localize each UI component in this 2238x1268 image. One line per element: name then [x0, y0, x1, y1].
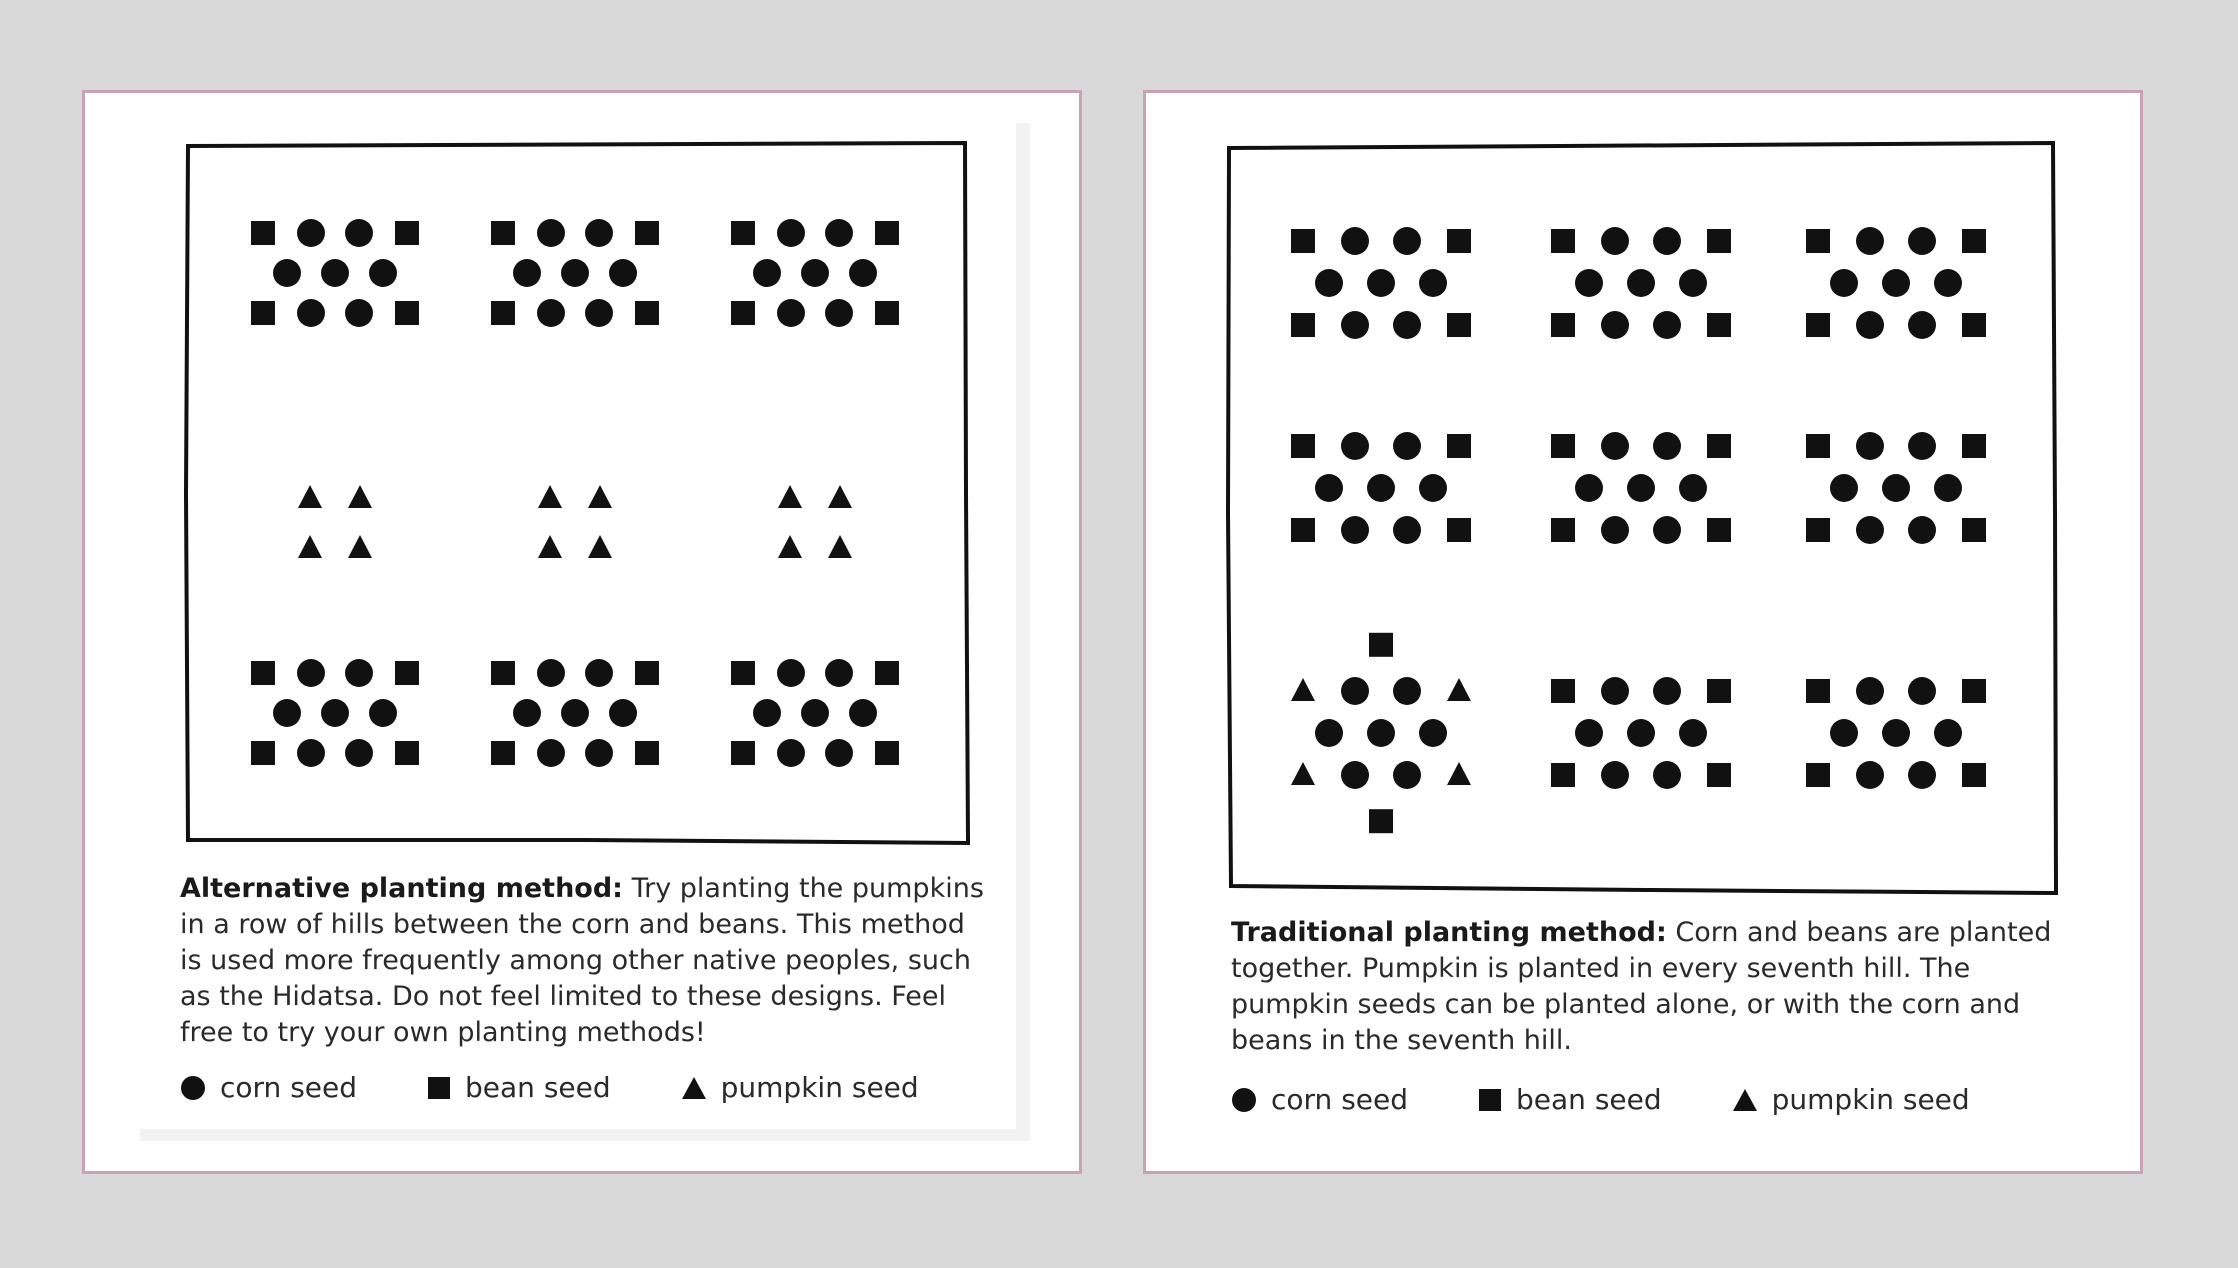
corn-seed — [561, 699, 589, 727]
corn-seed — [585, 299, 613, 327]
corn-seed — [1934, 719, 1962, 747]
corn-seed — [1575, 474, 1603, 502]
corn-seed — [777, 219, 805, 247]
bean-seed — [1707, 679, 1731, 703]
alternative-method-body: Try planting the pumpkins in a row of hills between the corn and beans. This method is used more frequently among other native peoples, such as the Hidatsa. Do not feel limited to these designs. Feel free to try your own planting methods! — [180, 873, 984, 1048]
square-icon — [427, 1076, 451, 1100]
hill-corn-bean — [1806, 227, 1986, 339]
corn-seed — [1367, 719, 1395, 747]
corn-seed — [1856, 761, 1884, 789]
bean-seed — [1291, 434, 1315, 458]
corn-seed — [1908, 677, 1936, 705]
bean-seed — [1806, 763, 1830, 787]
corn-seed — [345, 299, 373, 327]
hill-corn-bean — [731, 659, 899, 767]
pumpkin-seed — [348, 485, 372, 508]
corn-seed — [1315, 269, 1343, 297]
corn-seed — [1856, 677, 1884, 705]
corn-seed — [537, 219, 565, 247]
corn-seed — [801, 699, 829, 727]
bean-seed — [1707, 229, 1731, 253]
corn-seed — [297, 219, 325, 247]
hill-corn-bean — [251, 659, 419, 767]
corn-seed — [1830, 474, 1858, 502]
bean-seed — [251, 221, 275, 245]
legend-bean-label: bean seed — [465, 1071, 611, 1104]
corn-seed — [1393, 311, 1421, 339]
corn-seed — [777, 299, 805, 327]
bean-seed — [251, 741, 275, 765]
corn-seed — [369, 699, 397, 727]
bean-seed — [1707, 313, 1731, 337]
pumpkin-seed — [778, 535, 802, 558]
pumpkin-seed — [1447, 678, 1471, 701]
corn-seed — [1627, 474, 1655, 502]
corn-seed — [1653, 227, 1681, 255]
alternative-method-panel — [82, 90, 1082, 1174]
legend-corn-label: corn seed — [1271, 1083, 1409, 1116]
bean-seed — [1369, 633, 1393, 657]
bean-seed — [491, 221, 515, 245]
hill-corn-bean-pumpkin — [1291, 633, 1471, 833]
bean-seed — [731, 741, 755, 765]
pumpkin-seed — [1291, 762, 1315, 785]
bean-seed — [1806, 518, 1830, 542]
corn-seed — [1830, 269, 1858, 297]
corn-seed — [1601, 516, 1629, 544]
corn-seed — [777, 659, 805, 687]
corn-seed — [609, 699, 637, 727]
bean-seed — [635, 741, 659, 765]
bean-seed — [1806, 313, 1830, 337]
corn-seed — [537, 659, 565, 687]
legend-corn-label: corn seed — [220, 1071, 358, 1104]
corn-seed — [321, 699, 349, 727]
bean-seed — [251, 661, 275, 685]
corn-seed — [825, 219, 853, 247]
hill-corn-bean — [251, 219, 419, 327]
alternative-method-caption — [180, 871, 990, 1051]
circle-icon — [1231, 1087, 1257, 1113]
triangle-icon — [1732, 1088, 1758, 1112]
triangle-icon — [681, 1076, 707, 1100]
corn-seed — [1934, 474, 1962, 502]
bean-seed — [1962, 679, 1986, 703]
bean-seed — [635, 221, 659, 245]
bean-seed — [1962, 763, 1986, 787]
hill-corn-bean — [731, 219, 899, 327]
traditional-method-panel — [1143, 90, 2143, 1174]
corn-seed — [825, 659, 853, 687]
corn-seed — [1882, 719, 1910, 747]
corn-seed — [777, 739, 805, 767]
bean-seed — [251, 301, 275, 325]
legend-corn — [1231, 1083, 1408, 1116]
corn-seed — [1908, 311, 1936, 339]
legend-bean-label: bean seed — [1516, 1083, 1662, 1116]
corn-seed — [1393, 227, 1421, 255]
corn-seed — [1601, 677, 1629, 705]
corn-seed — [1601, 432, 1629, 460]
traditional-method-body: Corn and beans are planted together. Pumpkin is planted in every seventh hill. The pumpkin seeds can be planted alone, or with the corn and beans in the seventh hill. — [1231, 917, 2052, 1056]
corn-seed — [1575, 719, 1603, 747]
bean-seed — [1962, 229, 1986, 253]
bean-seed — [635, 301, 659, 325]
corn-seed — [609, 259, 637, 287]
corn-seed — [1341, 677, 1369, 705]
hill-corn-bean — [491, 219, 659, 327]
corn-seed — [345, 659, 373, 687]
corn-seed — [537, 739, 565, 767]
bean-seed — [1551, 313, 1575, 337]
corn-seed — [1601, 761, 1629, 789]
corn-seed — [1367, 474, 1395, 502]
bean-seed — [1962, 518, 1986, 542]
corn-seed — [585, 659, 613, 687]
corn-seed — [1908, 227, 1936, 255]
corn-seed — [1393, 516, 1421, 544]
plot-border — [186, 143, 968, 843]
pumpkin-seed — [538, 485, 562, 508]
corn-seed — [345, 219, 373, 247]
hill-corn-bean — [1291, 227, 1471, 339]
bean-seed — [1551, 679, 1575, 703]
hill-corn-bean — [1806, 677, 1986, 789]
corn-seed — [1653, 311, 1681, 339]
corn-seed — [1627, 719, 1655, 747]
bean-seed — [1291, 229, 1315, 253]
bean-seed — [491, 741, 515, 765]
traditional-method-caption — [1231, 915, 2061, 1059]
bean-seed — [635, 661, 659, 685]
corn-seed — [1419, 719, 1447, 747]
bean-seed — [875, 301, 899, 325]
pumpkin-seed — [588, 535, 612, 558]
bean-seed — [731, 301, 755, 325]
pumpkin-seed — [828, 485, 852, 508]
bean-seed — [1447, 518, 1471, 542]
bean-seed — [1447, 229, 1471, 253]
pumpkin-seed — [588, 485, 612, 508]
legend-pumpkin — [1732, 1083, 1970, 1116]
bean-seed — [1369, 809, 1393, 833]
corn-seed — [849, 259, 877, 287]
bean-seed — [395, 661, 419, 685]
legend-corn — [180, 1071, 357, 1104]
hill-pumpkin — [778, 485, 852, 558]
corn-seed — [585, 739, 613, 767]
bean-seed — [1707, 763, 1731, 787]
corn-seed — [1341, 227, 1369, 255]
bean-seed — [1551, 229, 1575, 253]
corn-seed — [1856, 432, 1884, 460]
corn-seed — [1315, 719, 1343, 747]
corn-seed — [801, 259, 829, 287]
hill-corn-bean — [1291, 432, 1471, 544]
corn-seed — [297, 739, 325, 767]
corn-seed — [1830, 719, 1858, 747]
pumpkin-seed — [298, 485, 322, 508]
corn-seed — [297, 299, 325, 327]
corn-seed — [537, 299, 565, 327]
corn-seed — [1653, 677, 1681, 705]
corn-seed — [1419, 474, 1447, 502]
corn-seed — [1908, 761, 1936, 789]
corn-seed — [1908, 432, 1936, 460]
bean-seed — [1806, 434, 1830, 458]
hill-pumpkin — [298, 485, 372, 558]
legend-bean — [1478, 1083, 1662, 1116]
square-icon — [1478, 1088, 1502, 1112]
bean-seed — [1291, 518, 1315, 542]
circle-icon — [180, 1075, 206, 1101]
bean-seed — [491, 661, 515, 685]
corn-seed — [1653, 761, 1681, 789]
pumpkin-seed — [348, 535, 372, 558]
alternative-method-title: Alternative planting method: — [180, 873, 623, 904]
corn-seed — [1367, 269, 1395, 297]
corn-seed — [1679, 474, 1707, 502]
corn-seed — [1601, 311, 1629, 339]
corn-seed — [825, 739, 853, 767]
alternative-garden-plot — [185, 143, 985, 863]
pumpkin-seed — [778, 485, 802, 508]
corn-seed — [561, 259, 589, 287]
corn-seed — [1601, 227, 1629, 255]
bean-seed — [1962, 434, 1986, 458]
corn-seed — [1341, 761, 1369, 789]
legend-pumpkin-label: pumpkin seed — [720, 1071, 919, 1104]
corn-seed — [1882, 474, 1910, 502]
bean-seed — [1707, 434, 1731, 458]
corn-seed — [1341, 516, 1369, 544]
bean-seed — [395, 741, 419, 765]
corn-seed — [1934, 269, 1962, 297]
bean-seed — [731, 661, 755, 685]
bean-seed — [1551, 763, 1575, 787]
corn-seed — [1653, 432, 1681, 460]
corn-seed — [1627, 269, 1655, 297]
corn-seed — [1679, 719, 1707, 747]
corn-seed — [1856, 311, 1884, 339]
corn-seed — [825, 299, 853, 327]
corn-seed — [1393, 761, 1421, 789]
corn-seed — [1341, 432, 1369, 460]
corn-seed — [753, 259, 781, 287]
corn-seed — [1575, 269, 1603, 297]
corn-seed — [513, 699, 541, 727]
bean-seed — [731, 221, 755, 245]
bean-seed — [875, 741, 899, 765]
pumpkin-seed — [1291, 678, 1315, 701]
bean-seed — [1551, 434, 1575, 458]
bean-seed — [1806, 679, 1830, 703]
legend — [180, 1071, 989, 1104]
legend — [1231, 1083, 2040, 1116]
corn-seed — [1653, 516, 1681, 544]
traditional-garden-plot — [1226, 143, 2076, 913]
hill-corn-bean — [1551, 227, 1731, 339]
hill-corn-bean — [1551, 677, 1731, 789]
bean-seed — [395, 301, 419, 325]
corn-seed — [273, 699, 301, 727]
pumpkin-seed — [1447, 762, 1471, 785]
corn-seed — [345, 739, 373, 767]
legend-bean — [427, 1071, 611, 1104]
bean-seed — [1707, 518, 1731, 542]
bean-seed — [1551, 518, 1575, 542]
hill-corn-bean — [1806, 432, 1986, 544]
traditional-method-title: Traditional planting method: — [1231, 917, 1667, 948]
hill-pumpkin — [538, 485, 612, 558]
bean-seed — [1291, 313, 1315, 337]
corn-seed — [1908, 516, 1936, 544]
bean-seed — [875, 221, 899, 245]
corn-seed — [297, 659, 325, 687]
bean-seed — [1447, 434, 1471, 458]
bean-seed — [1806, 229, 1830, 253]
hill-corn-bean — [1551, 432, 1731, 544]
hill-corn-bean — [491, 659, 659, 767]
legend-pumpkin — [681, 1071, 919, 1104]
corn-seed — [585, 219, 613, 247]
corn-seed — [1419, 269, 1447, 297]
pumpkin-seed — [538, 535, 562, 558]
corn-seed — [1679, 269, 1707, 297]
bean-seed — [1962, 313, 1986, 337]
corn-seed — [1393, 677, 1421, 705]
corn-seed — [1315, 474, 1343, 502]
bean-seed — [875, 661, 899, 685]
corn-seed — [849, 699, 877, 727]
pumpkin-seed — [298, 535, 322, 558]
corn-seed — [1393, 432, 1421, 460]
bean-seed — [395, 221, 419, 245]
corn-seed — [1856, 516, 1884, 544]
corn-seed — [1856, 227, 1884, 255]
corn-seed — [321, 259, 349, 287]
corn-seed — [369, 259, 397, 287]
bean-seed — [491, 301, 515, 325]
bean-seed — [1447, 313, 1471, 337]
legend-pumpkin-label: pumpkin seed — [1771, 1083, 1970, 1116]
corn-seed — [1882, 269, 1910, 297]
corn-seed — [753, 699, 781, 727]
corn-seed — [513, 259, 541, 287]
corn-seed — [1341, 311, 1369, 339]
corn-seed — [273, 259, 301, 287]
pumpkin-seed — [828, 535, 852, 558]
